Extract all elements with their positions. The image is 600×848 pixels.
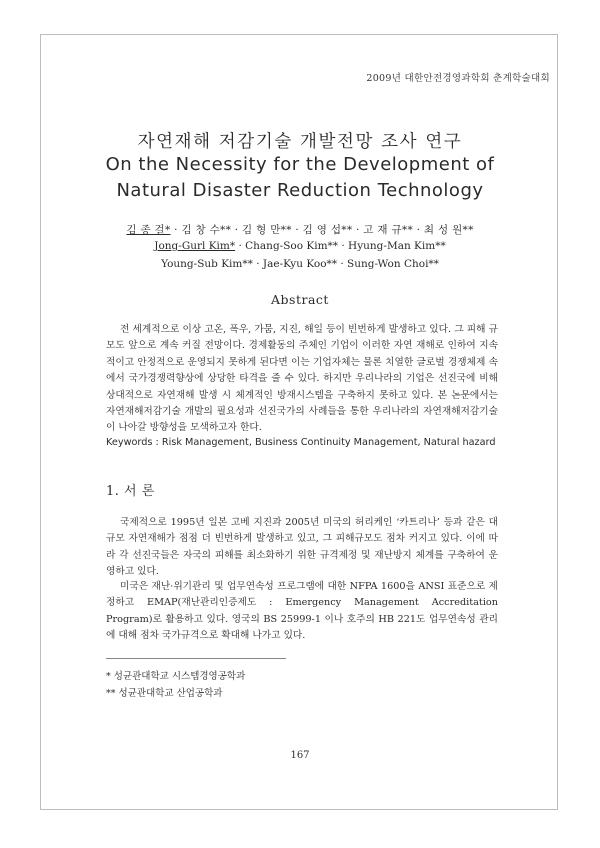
footnote-divider [106, 658, 286, 659]
coauthors-korean: · 김 창 수** · 김 형 만** · 김 영 섭** · 고 재 규** · 최 성 원** [170, 224, 474, 236]
title-english-line2: Natural Disaster Reduction Technology [116, 180, 484, 201]
first-author-korean: 김 종 걸* [126, 224, 171, 236]
introduction-paragraph-2: 미국은 재난·위기관리 및 업무연속성 프로그램에 대한 NFPA 1600을 ANSI 표준으로 제정하고 EMAP(재난관리인증제도 : Emergency Management Accreditation Program)로 활용하고 있다. 영국의 BS 25999-1 이나 호주의 HB 221도 업무연속성 관리에 대해 점차 국가규격으로 확대해 나가고 있다. [106, 581, 498, 642]
abstract-heading: Abstract [271, 292, 329, 307]
coauthors-english-line1: · Chang-Soo Kim** · Hyung-Man Kim** [235, 240, 446, 252]
title-english-line1: On the Necessity for the Development of [105, 154, 495, 175]
section-heading-introduction: 1. 서 론 [106, 484, 155, 499]
keywords: Keywords : Risk Management, Business Continuity Management, Natural hazard [106, 437, 496, 448]
page-number: 167 [290, 750, 310, 761]
authors-english-line2: Young-Sub Kim** · Jae-Kyu Koo** · Sung-Won Choi** [161, 258, 439, 270]
introduction-paragraph-1: 국제적으로 1995년 일본 고베 지진과 2005년 미국의 허리케인 ‘카트리나’ 등과 같은 대규모 자연재해가 점점 더 빈번하게 발생하고 있고, 그 피해규모도 점차 커지고 있다. 이에 따라 각 선진국들은 자국의 피해를 최소화하기 위한 규격제정 및 재난방지 체계를 구축하여 운영하고 있다. [106, 517, 498, 578]
authors-korean [0, 222, 600, 237]
first-author-english: Jong-Gurl Kim* [154, 240, 236, 252]
footnote-2: ** 성균관대학교 산업공학과 [106, 688, 223, 699]
authors-english-line1 [0, 240, 600, 252]
running-header: 2009년 대한안전경영과학회 춘계학술대회 [366, 73, 550, 84]
title-korean: 자연재해 저감기술 개발전망 조사 연구 [137, 132, 463, 152]
footnote-1: * 성균관대학교 시스템경영공학과 [106, 671, 246, 682]
abstract-body: 전 세계적으로 이상 고온, 폭우, 가뭄, 지진, 해일 등이 빈번하게 발생하고 있다. 그 피해 규모도 앞으로 계속 커질 전망이다. 경제활동의 주체인 기업이 이러한 자연 재해로 인하여 지속적이고 안정적으로 운영되지 못하게 된다면 이는 기업자체는 물론 치열한 글로벌 경쟁체제 속에서 국가경쟁력향상에 상당한 타격을 줄 수 있다. 하지만 우리나라의 기업은 선진국에 비해 상대적으로 자연재해 발생 시 체계적인 방재시스템을 구축하지 못하고 있다. 본 논문에서는 자연재해저감기술 개발의 필요성과 선진국가의 사례들을 통한 우리나라의 자연재해저감기술이 나아갈 방향성을 모색하고자 한다. [106, 324, 498, 434]
